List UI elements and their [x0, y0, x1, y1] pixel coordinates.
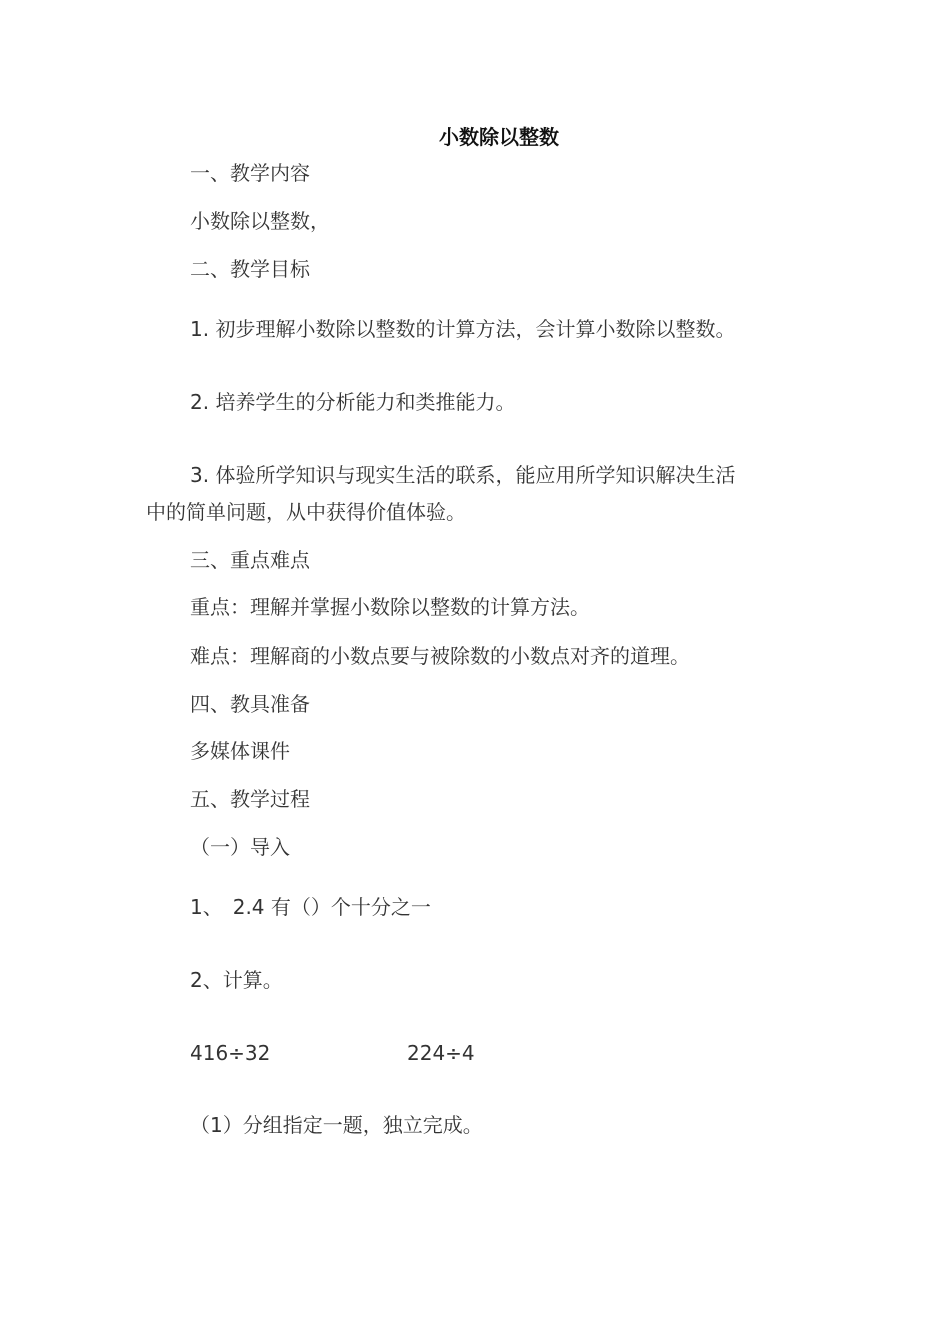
subsection-heading-intro: （一）导入	[190, 835, 290, 859]
expression-left: 416÷32	[190, 1041, 271, 1065]
intro-item-1: 1、 2.4 有（）个十分之一	[190, 895, 431, 919]
section-body-content: 小数除以整数，	[190, 209, 330, 233]
materials-text: 多媒体课件	[190, 739, 290, 763]
section-heading-content: 一、教学内容	[190, 161, 310, 185]
goal-item-1: 1. 初步理解小数除以整数的计算方法，会计算小数除以整数。	[190, 317, 736, 341]
section-heading-key-points: 三、重点难点	[190, 548, 310, 572]
goal-item-3-line-2: 中的简单问题，从中获得价值体验。	[146, 500, 466, 524]
goal-item-2: 2. 培养学生的分析能力和类推能力。	[190, 390, 516, 414]
difficulty-text: 难点：理解商的小数点要与被除数的小数点对齐的道理。	[190, 644, 690, 668]
section-heading-materials: 四、教具准备	[190, 692, 310, 716]
intro-item-2: 2、计算。	[190, 968, 283, 992]
key-point-text: 重点：理解并掌握小数除以整数的计算方法。	[190, 595, 590, 619]
goal-item-3-line-1: 3. 体验所学知识与现实生活的联系，能应用所学知识解决生活	[190, 463, 736, 487]
expression-right: 224÷4	[407, 1041, 475, 1065]
note-item-1: （1）分组指定一题，独立完成。	[190, 1113, 483, 1137]
section-heading-goals: 二、教学目标	[190, 257, 310, 281]
section-heading-process: 五、教学过程	[190, 787, 310, 811]
document-title: 小数除以整数	[439, 125, 559, 149]
